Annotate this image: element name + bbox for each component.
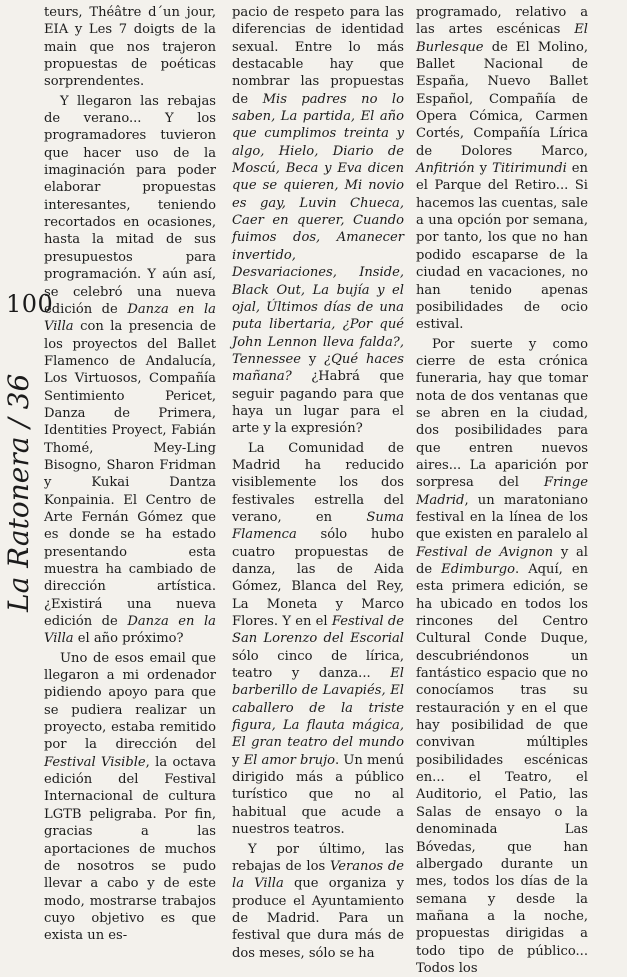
italic-title-text: Festival Visible bbox=[44, 754, 146, 770]
italic-title-text: Festival de San Lorenzo del Escorial bbox=[232, 614, 404, 647]
italic-title-text: Fringe Madrid bbox=[416, 475, 588, 508]
paragraph bbox=[232, 4, 404, 438]
body-text: sólo hubo cuatro propuestas de danza, las de Aida Gómez, Blanca del Rey, La Moneta y Marco Flores. Y en el bbox=[232, 527, 404, 630]
paragraph bbox=[232, 841, 404, 962]
body-text: pacio de respeto para las diferencias de identidad sexual. Entre lo más destacable hay que nombrar las propuestas de bbox=[232, 5, 404, 107]
body-text: en el Parque del Retiro... Si hacemos las cuentas, sale a una opción por semana, por tanto, los que no han podido escaparse de la ciudad en vacaciones, no han tenido apenas posibilidades de ocio estival. bbox=[416, 161, 588, 333]
paragraph bbox=[44, 650, 216, 945]
body-text: el año próximo? bbox=[73, 631, 184, 647]
body-text: ¿Habrá que seguir pagando para que haya un lugar para el arte y la expresión? bbox=[232, 369, 404, 437]
text-column-1 bbox=[44, 4, 216, 945]
italic-title-text: Mis padres no lo saben, La partida, El año que cumplimos treinta y algo, Hielo, Diario de Moscú, Beca y Eva dicen que se quieren, Mi novio es gay, Luvin Chueca, Caer en querer, Cuando fuimos dos, Amanecer invertido, Desvariaciones, Inside, Black Out, La bujía y el ojal, Últimos días de una puta libertaria, ¿Por qué John Lennon lleva falda?, Tennessee bbox=[232, 91, 404, 367]
body-text: que organiza y produce el Ayuntamiento de Madrid. Para un festival que dura más de dos meses, sólo se ha bbox=[232, 876, 404, 961]
body-text: Y llegaron las rebajas de verano... Y los programadores tuvieron que hacer uso de la imaginación para poder elaborar propuestas interesantes, teniendo recortados en ocasiones, hasta la mitad de sus presupuestos para programación. Y aún así, se celebró una nueva edición de bbox=[44, 93, 216, 317]
text-column-3 bbox=[416, 4, 588, 977]
text-column-2 bbox=[232, 4, 404, 962]
italic-title-text: Danza en la Villa bbox=[44, 301, 216, 335]
italic-title-text: Suma Flamenca bbox=[232, 509, 404, 543]
paragraph bbox=[416, 336, 588, 977]
italic-title-text: Edimburgo bbox=[441, 562, 516, 577]
body-text: . Aquí, en esta primera edición, se ha ubicado en todos los rincones del Centro Cultural Conde Duque, descubriéndonos un fantástico espacio que no conocíamos tras su restauración y en el que hay posibilidad de que convivan múltiples posibilidades escénicas en... el Teatro, el Auditorio, el Patio, las Salas de ensayo o la denominada Las Bóvedas, que han albergado durante un mes, todos los días de la semana y desde la mañana a la noche, propuestas dirigidas a todo tipo de público... Todos los bbox=[416, 562, 588, 976]
body-text: y al de bbox=[416, 544, 588, 577]
italic-title-text: El barberillo de Lavapiés, El caballero de la triste figura, La flauta mágica, El gran teatro del mundo bbox=[232, 666, 404, 751]
body-text: teurs, Théâtre d´un jour, EIA y Les 7 doigts de la main que nos trajeron propuestas de poéticas sorprendentes. bbox=[44, 5, 216, 90]
paragraph bbox=[44, 4, 216, 91]
body-text: y bbox=[301, 351, 325, 367]
paragraph bbox=[44, 93, 216, 648]
body-text: de El Molino, Ballet Nacional de España, Nuevo Ballet Español, Compañía de Opera Cómica, Carmen Cortés, Compañía Lírica de Dolores Marco, bbox=[416, 39, 588, 159]
body-text: programado, relativo a las artes escénicas bbox=[416, 5, 588, 38]
italic-title-text: El amor brujo bbox=[243, 752, 336, 768]
page-number: 100 bbox=[6, 290, 54, 318]
body-text: con la presencia de los proyectos del Ballet Flamenco de Andalucía, Los Virtuosos, Compañía Sentimiento Pericet, Danza de Primera, Identities Proyect, Fabián Thomé, Mey-Ling Bisogno, Sharon Fridman y Kukai Dantza Konpainia. El Centro de Arte Fernán Gómez que es donde se ha estado presentando esta muestra ha cambiado de dirección artística. ¿Existirá una nueva edición de bbox=[44, 319, 216, 630]
body-text: Por suerte y como cierre de esta crónica funeraria, hay que tomar nota de dos ventanas que se abren en la ciudad, dos posibilidades para que entren nuevos aires... La aparición por sorpresa del bbox=[416, 336, 588, 491]
body-text: Y por último, las rebajas de los bbox=[232, 841, 404, 874]
italic-title-text: Anfitrión bbox=[416, 161, 475, 177]
italic-title-text: Titirimundi bbox=[492, 161, 567, 177]
body-text: sólo cinco de lírica, teatro y danza... bbox=[232, 648, 404, 682]
italic-title-text: Festival de Avignon bbox=[416, 544, 554, 560]
italic-title-text: ¿Qué haces mañana? bbox=[232, 351, 404, 385]
body-text: y bbox=[232, 752, 244, 768]
body-text: , un maratoniano festival en la línea de los que existen en paralelo al bbox=[416, 492, 588, 543]
body-text: Uno de esos email que llegaron a mi ordenador pidiendo apoyo para que se pudiera realizar un proyecto, estaba remitido por la dirección del bbox=[44, 650, 216, 753]
italic-title-text: Danza en la Villa bbox=[44, 614, 216, 647]
italic-title-text: Veranos de la Villa bbox=[232, 858, 404, 892]
body-text: La Comunidad de Madrid ha reducido visiblemente los dos festivales estrella del verano, en bbox=[232, 440, 404, 525]
body-text: . Un menú dirigido más a público turístico que no al habitual que acude a nuestros teatros. bbox=[232, 752, 405, 838]
publication-title: La Ratonera / 36 bbox=[2, 373, 35, 612]
paragraph bbox=[416, 4, 588, 334]
body-text: y bbox=[474, 161, 493, 177]
italic-title-text: El Burlesque bbox=[416, 22, 588, 55]
body-text: , la octava edición del Festival Internacional de cultura LGTB peligraba. Por fin, gracias a las aportaciones de muchos de nosotros se pudo llevar a cabo y de este modo, mostrarse trabajos cuyo objetivo es que exista un es- bbox=[44, 754, 217, 944]
paragraph bbox=[232, 440, 404, 839]
